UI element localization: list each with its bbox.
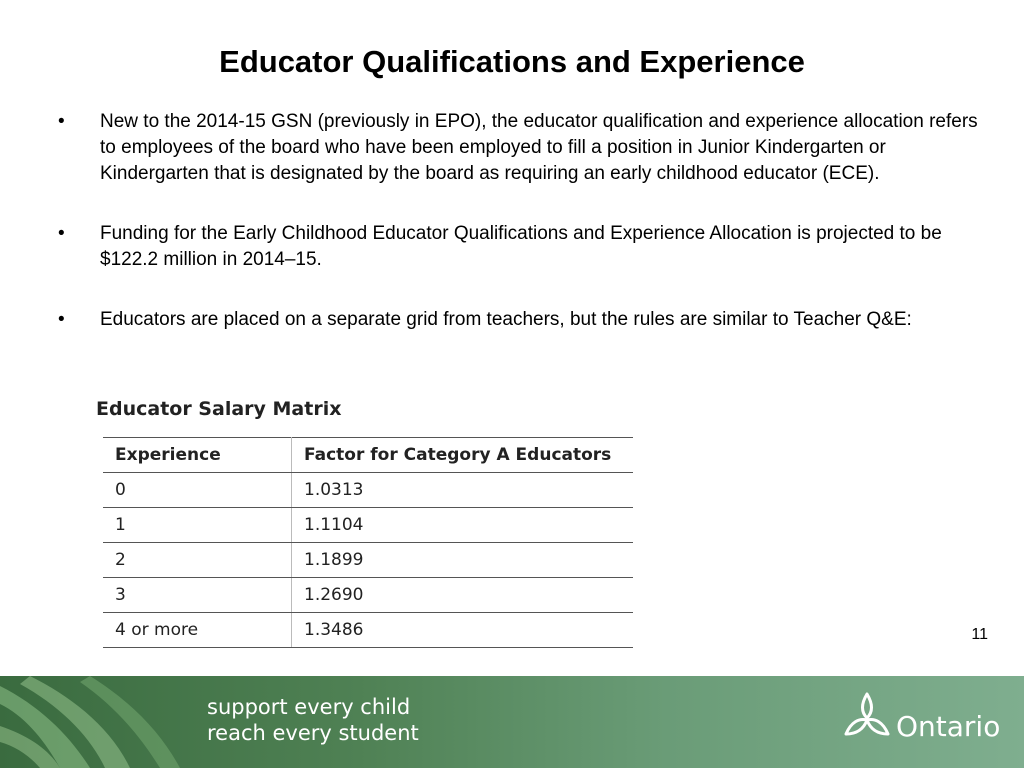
cell-factor: 1.0313	[292, 473, 634, 508]
trillium-icon	[842, 690, 892, 742]
bullet-text: Funding for the Early Childhood Educator Qualifications and Experience Allocation is projected to be $122.2 million in 2014–15.	[100, 223, 942, 270]
cell-factor: 1.1899	[292, 543, 634, 578]
cell-experience: 0	[103, 473, 292, 508]
salary-matrix-table	[103, 437, 633, 648]
tagline-line-2: reach every student	[207, 721, 419, 745]
ontario-logo	[842, 690, 1002, 756]
table-row	[103, 508, 633, 543]
cell-factor: 1.3486	[292, 613, 634, 648]
cell-experience: 2	[103, 543, 292, 578]
tagline	[207, 694, 419, 746]
bullet-list	[58, 109, 978, 367]
table-row	[103, 543, 633, 578]
cell-experience: 4 or more	[103, 613, 292, 648]
bullet-text: New to the 2014-15 GSN (previously in EPO), the educator qualification and experience allocation refers to employees of the board who have been employed to fill a position in Junior Kindergarten or Kindergarten that is designated by the board as requiring an early childhood educator (ECE).	[100, 111, 978, 184]
bullet-item	[58, 221, 978, 273]
page-number: 11	[971, 626, 988, 643]
bullet-text: Educators are placed on a separate grid from teachers, but the rules are similar to Teacher Q&E:	[100, 309, 912, 330]
matrix-title: Educator Salary Matrix	[96, 398, 342, 420]
bullet-marker: •	[58, 111, 65, 132]
footer-banner	[0, 676, 1024, 768]
bullet-marker: •	[58, 309, 65, 330]
bullet-marker: •	[58, 223, 65, 244]
slide-title: Educator Qualifications and Experience	[219, 44, 805, 79]
header-factor: Factor for Category A Educators	[292, 438, 634, 473]
table-row	[103, 578, 633, 613]
table-row	[103, 613, 633, 648]
bullet-item	[58, 307, 978, 333]
logo-text: Ontario	[896, 710, 1001, 743]
cell-experience: 1	[103, 508, 292, 543]
bullet-item	[58, 109, 978, 187]
cell-factor: 1.2690	[292, 578, 634, 613]
cell-experience: 3	[103, 578, 292, 613]
leaf-swoosh-icon	[0, 676, 200, 768]
tagline-line-1: support every child	[207, 695, 411, 719]
table-header-row	[103, 438, 633, 473]
table-row	[103, 473, 633, 508]
cell-factor: 1.1104	[292, 508, 634, 543]
header-experience: Experience	[103, 438, 292, 473]
